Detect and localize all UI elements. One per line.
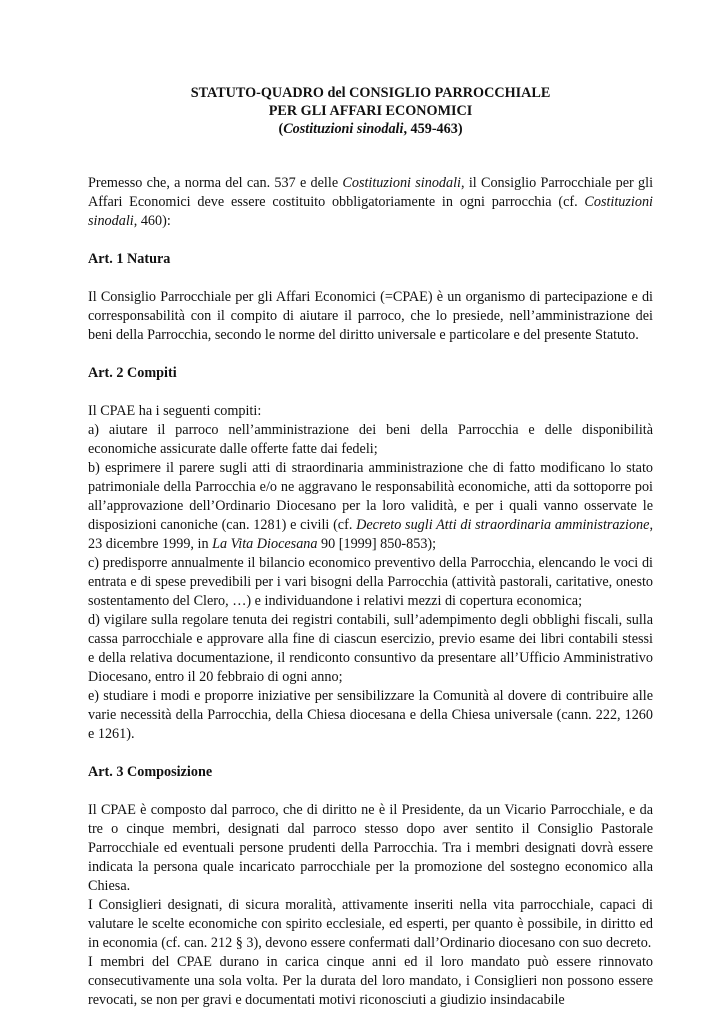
title-italic: Costituzioni sinodali — [283, 121, 404, 137]
art2-item-d: d) vigilare sulla regolare tenuta dei registri contabili, sull’adempimento degli obblighi fiscali, sulla cassa parrocchiale e approvare alla fine di ciascun esercizio, previo esame dei libri contabili stessi e della relativa documentazione, il rendiconto consuntivo da presentare all’Ufficio Amministrativo Diocesano, entro il 20 febbraio di ogni anno; — [88, 612, 653, 685]
title-paren-rest: , 459-463) — [403, 121, 463, 137]
art1-heading: Art. 1 Natura — [88, 251, 171, 267]
art2-lead: Il CPAE ha i seguenti compiti: — [88, 403, 262, 419]
art1-text: Il Consiglio Parrocchiale per gli Affari Economici (=CPAE) è un organismo di partecipazione e di corresponsabilità con il compito di aiutare il parroco, che lo presiede, nell’amministrazione dei beni della Parrocchia, secondo le norme del diritto universale e particolare e del presente Statuto. — [88, 289, 653, 343]
art2-b-text-3: 90 [1999] 850-853); — [317, 536, 437, 552]
title-line-3 — [88, 120, 653, 138]
intro-paragraph — [88, 174, 653, 231]
document-title — [88, 84, 653, 138]
title-paren-open: ( — [278, 121, 284, 137]
art2-item-b — [88, 459, 653, 554]
art2-b-italic-2: La Vita Diocesana — [212, 536, 318, 552]
art2-heading: Art. 2 Compiti — [88, 365, 177, 381]
art3-heading: Art. 3 Composizione — [88, 764, 213, 780]
art2-b-text-2: , 23 dicembre 1999, in — [88, 517, 653, 552]
art2-b-text-1: b) esprimere il parere sugli atti di straordinaria amministrazione che di fatto modificano lo stato patrimoniale della Parrocchia e/o ne aggravano le responsabilità economiche, atti da sottoporre poi all’approvazione dell’Ordinario Diocesano per la loro validità, e per i quali vanno osservate le disposizioni canoniche (can. 1281) e civili (cf. — [88, 460, 653, 533]
title-line-2: PER GLI AFFARI ECONOMICI — [268, 103, 473, 119]
art2-item-c: c) predisporre annualmente il bilancio economico preventivo della Parrocchia, elencando le voci di entrata e di spese prevedibili per i vari bisogni della Parrocchia (attività pastorali, caritative, onesto sostentamento del Clero, …) e individuandone i relativi mezzi di copertura economica; — [88, 555, 653, 609]
art3-paragraph-2: I Consiglieri designati, di sicura moralità, attivamente inseriti nella vita parrocchiale, capaci di valutare le scelte economiche con spirito ecclesiale, ed esperti, per quanto è possibile, in diritto ed in economia (cf. can. 212 § 3), devono essere confermati dall’Ordinario diocesano con suo decreto. — [88, 897, 653, 951]
intro-italic-2: Costituzioni sinodali — [88, 194, 653, 229]
title-line-1: STATUTO-QUADRO del CONSIGLIO PARROCCHIALE — [190, 85, 551, 101]
intro-text-3: , 460): — [133, 213, 171, 229]
art3-paragraph-3: I membri del CPAE durano in carica cinque anni ed il loro mandato può essere rinnovato consecutivamente una sola volta. Per la durata del loro mandato, i Consiglieri non possono essere revocati, se non per gravi e documentati motivi riconosciuti a giudizio insindacabile — [88, 954, 653, 1008]
art2-item-a: a) aiutare il parroco nell’amministrazione dei beni della Parrocchia e delle disponibilità economiche assicurate dalle offerte fatte dai fedeli; — [88, 422, 653, 457]
intro-text-2: , il Consiglio Parrocchiale per gli Affari Economici deve essere costituito obbligatoriamente in ogni parrocchia (cf. — [88, 175, 654, 210]
intro-italic-1: Costituzioni sinodali — [342, 175, 461, 191]
intro-text-1: Premesso che, a norma del can. 537 e delle — [88, 175, 343, 191]
art3-paragraph-1: Il CPAE è composto dal parroco, che di diritto ne è il Presidente, da un Vicario Parrocchiale, e da tre o cinque membri, designati dal parroco stesso dopo aver sentito il Consiglio Pastorale Parrocchiale ed eventuali persone prudenti della Parrocchia. Tra i membri designati dovrà essere indicata la persona quale incaricato parrocchiale per la promozione del sostegno economico alla Chiesa. — [88, 802, 653, 894]
art2-b-italic-1: Decreto sugli Atti di straordinaria amministrazione — [356, 517, 650, 533]
art2-item-e: e) studiare i modi e proporre iniziative per sensibilizzare la Comunità al dovere di contribuire alle varie necessità della Parrocchia, della Chiesa diocesana e della Chiesa universale (cann. 222, 1260 e 1261). — [88, 688, 653, 742]
